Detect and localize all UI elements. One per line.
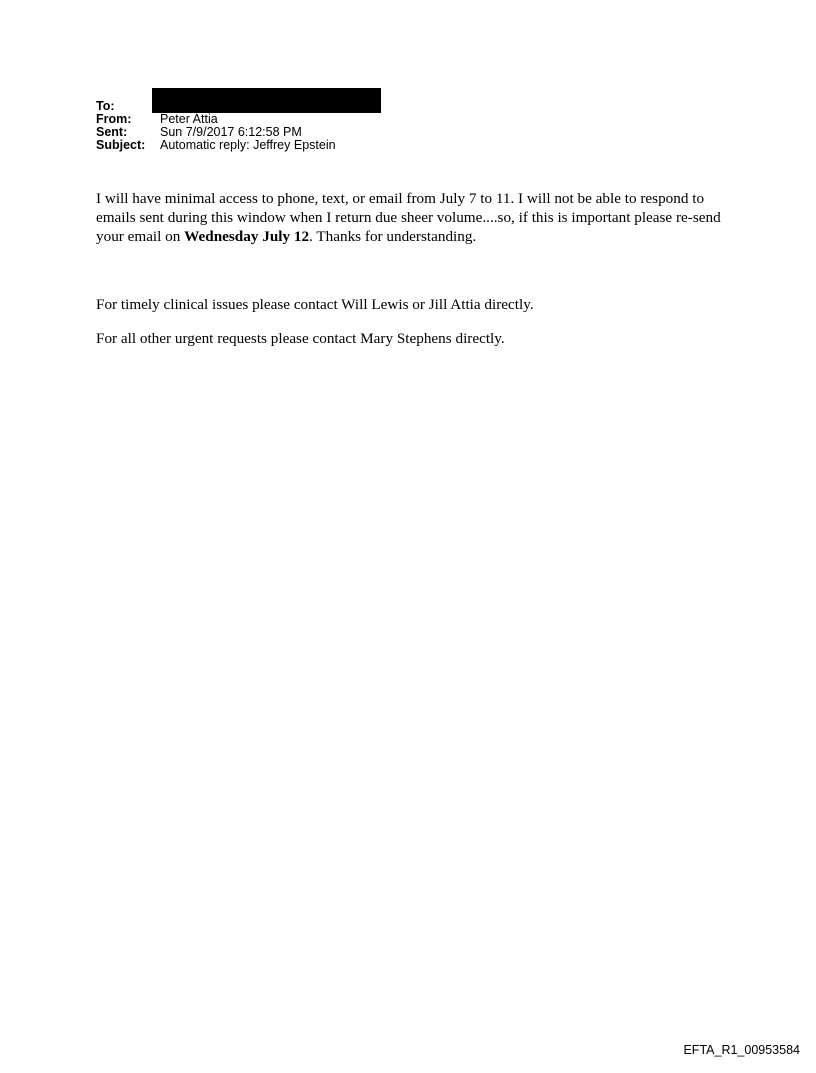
subject-value: Automatic reply: Jeffrey Epstein <box>160 138 336 152</box>
subject-label: Subject: <box>96 138 146 152</box>
resend-date: Wednesday July 12 <box>184 228 310 245</box>
body-paragraph-clinical: For timely clinical issues please contact Will Lewis or Jill Attia directly. <box>96 296 534 313</box>
body-paragraph-urgent: For all other urgent requests please contact Mary Stephens directly. <box>96 330 505 347</box>
from-label: From: <box>96 112 132 126</box>
sent-label: Sent: <box>96 125 128 139</box>
availability-text-end: . Thanks for understanding. <box>309 228 477 245</box>
sent-value: Sun 7/9/2017 6:12:58 PM <box>160 125 302 139</box>
to-label: To: <box>96 99 115 113</box>
from-value: Peter Attia <box>160 112 218 126</box>
document-id: EFTA_R1_00953584 <box>683 1043 800 1057</box>
redaction-bar <box>152 88 381 113</box>
body-paragraph-availability <box>96 189 726 246</box>
availability-text-start: I will have minimal access to phone, text, or email from July 7 to 11. I will not be able to respond to emails sent during this window when I return due sheer volume....so, if this is important please re-send your email on <box>96 190 721 245</box>
